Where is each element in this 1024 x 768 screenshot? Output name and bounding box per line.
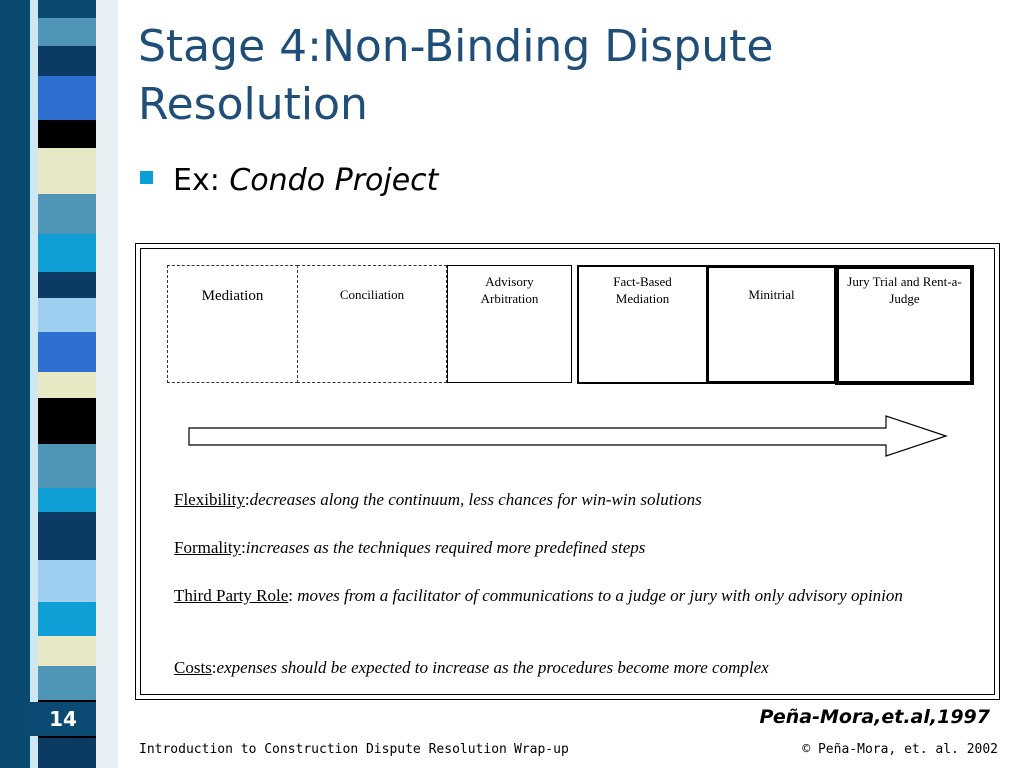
bullet-text: Condo Project xyxy=(229,163,439,198)
paragraph-text: expenses should be expected to increase as the procedures become more complex xyxy=(216,658,769,677)
bullet-square-icon xyxy=(140,171,153,184)
paragraph-label: Costs xyxy=(174,658,212,677)
stage-label: Fact-Based Mediation xyxy=(613,274,672,306)
stage-box-minitrial xyxy=(706,265,837,384)
slide-number: 14 xyxy=(30,702,96,736)
stage-label: Mediation xyxy=(201,288,264,304)
paragraph-separator: : xyxy=(244,490,250,509)
paragraph-label: Flexibility xyxy=(174,490,245,509)
bullet-item xyxy=(140,163,438,198)
stage-label: Conciliation xyxy=(339,287,405,302)
footer-right: © Peña-Mora, et. al. 2002 xyxy=(802,742,998,757)
stage-box-advisory-arbitration xyxy=(447,265,572,383)
paragraph-text: moves from a facilitator of communications to a judge or jury with only advisory opinion xyxy=(297,586,903,605)
paragraph-label: Third Party Role xyxy=(174,586,289,605)
stage-box-jury-trial xyxy=(835,265,974,385)
stage-label: Advisory Arbitration xyxy=(480,274,539,306)
paragraph-flexibility xyxy=(174,488,934,512)
paragraph-text: decreases along the continuum, less chances for win-win solutions xyxy=(249,490,702,509)
stage-label: Minitrial xyxy=(748,287,795,302)
paragraph-separator: : xyxy=(211,658,217,677)
stage-box-mediation xyxy=(167,265,298,383)
paragraph-separator: : xyxy=(241,538,246,557)
bullet-prefix: Ex: xyxy=(173,163,230,198)
footer-center: Wrap-up xyxy=(514,742,569,757)
paragraph-third-party-role xyxy=(174,584,914,608)
continuum-arrow-icon xyxy=(188,414,950,458)
stage-box-fact-based-mediation xyxy=(577,265,708,384)
decorative-stripe xyxy=(0,0,118,768)
stage-box-conciliation xyxy=(297,265,447,383)
citation: Peña-Mora,et.al,1997 xyxy=(759,706,990,728)
stage-label: Jury Trial and Rent-a-Judge xyxy=(847,274,962,306)
paragraph-text: increases as the techniques required more predefined steps xyxy=(245,538,646,557)
footer-left: Introduction to Construction Dispute Resolution xyxy=(139,742,507,757)
paragraph-separator: : xyxy=(288,586,298,605)
paragraph-label: Formality xyxy=(174,538,242,557)
slide-title: Stage 4:Non-Binding Dispute Resolution xyxy=(138,21,774,130)
paragraph-costs xyxy=(174,656,934,680)
paragraph-formality xyxy=(174,536,934,560)
